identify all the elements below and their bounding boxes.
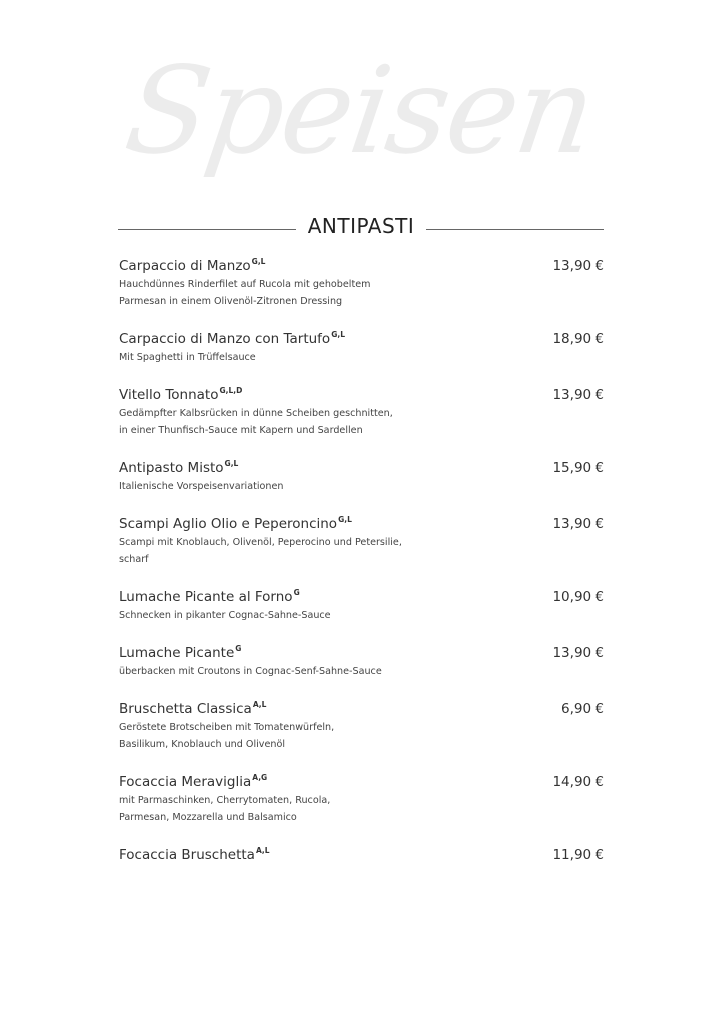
item-price: 6,90 € [561, 701, 604, 717]
menu-item [119, 768, 604, 826]
menu-item [119, 639, 604, 680]
item-price: 13,90 € [552, 258, 604, 274]
item-description-line: Basilikum, Knoblauch und Olivenöl [119, 739, 285, 750]
menu-item [119, 583, 604, 624]
item-price: 15,90 € [552, 460, 604, 476]
menu-item [119, 454, 604, 495]
item-name-wrap [119, 583, 300, 607]
item-name-wrap [119, 695, 266, 719]
item-name-wrap [119, 510, 352, 534]
item-description-line: scharf [119, 554, 149, 565]
item-allergens: G,L [338, 515, 352, 524]
item-allergens: G,L [331, 330, 345, 339]
speisen-watermark: Speisen [117, 42, 602, 181]
item-description-line: Hauchdünnes Rinderfilet auf Rucola mit gehobeltem [119, 279, 371, 290]
section-title: ANTIPASTI [307, 214, 415, 238]
menu-item [119, 695, 604, 753]
item-name: Vitello Tonnato [119, 387, 219, 403]
menu-item [119, 252, 604, 310]
item-price: 18,90 € [552, 331, 604, 347]
item-price: 10,90 € [552, 589, 604, 605]
item-allergens: A,L [252, 700, 267, 709]
section-header [118, 211, 604, 241]
item-name: Carpaccio di Manzo con Tartufo [119, 331, 331, 347]
item-allergens: G,L,D [219, 386, 243, 395]
left-divider [118, 229, 296, 230]
item-description-line: Scampi mit Knoblauch, Olivenöl, Peperocino und Petersilie, [119, 537, 402, 548]
item-name: Focaccia Meraviglia [119, 774, 252, 790]
item-allergens: A,L [255, 846, 270, 855]
item-allergens: A,G [252, 773, 268, 782]
item-price: 11,90 € [552, 847, 604, 863]
item-name: Bruschetta Classica [119, 701, 252, 717]
item-price: 13,90 € [552, 387, 604, 403]
menu-item [119, 381, 604, 439]
item-name-wrap [119, 381, 242, 405]
menu-item [119, 510, 604, 568]
item-name-wrap [119, 639, 241, 663]
item-name-wrap [119, 252, 265, 276]
item-name: Lumache Picante al Forno [119, 589, 293, 605]
item-name-wrap [119, 768, 267, 792]
item-name: Focaccia Bruschetta [119, 847, 255, 863]
item-description-line: Gedämpfter Kalbsrücken in dünne Scheiben geschnitten, [119, 408, 393, 419]
item-name: Scampi Aglio Olio e Peperoncino [119, 516, 338, 532]
item-description-line: Italienische Vorspeisenvariationen [119, 481, 284, 492]
item-allergens: G,L [224, 459, 239, 468]
item-name-wrap [119, 841, 270, 865]
menu-list [119, 252, 604, 880]
item-allergens: G [293, 588, 300, 597]
item-name: Lumache Picante [119, 645, 235, 661]
item-name: Antipasto Misto [119, 460, 224, 476]
item-name-wrap [119, 325, 345, 349]
menu-item [119, 325, 604, 366]
item-description-line: Schnecken in pikanter Cognac-Sahne-Sauce [119, 610, 331, 621]
item-name-wrap [119, 454, 238, 478]
right-divider [426, 229, 604, 230]
item-price: 13,90 € [552, 645, 604, 661]
item-description-line: überbacken mit Croutons in Cognac-Senf-Sahne-Sauce [119, 666, 382, 677]
item-allergens: G,L [251, 257, 266, 266]
item-description-line: in einer Thunfisch-Sauce mit Kapern und Sardellen [119, 425, 363, 436]
item-allergens: G [235, 644, 242, 653]
item-name: Carpaccio di Manzo [119, 258, 251, 274]
item-price: 13,90 € [552, 516, 604, 532]
item-description-line: mit Parmaschinken, Cherrytomaten, Rucola, [119, 795, 331, 806]
item-description-line: Mit Spaghetti in Trüffelsauce [119, 352, 256, 363]
item-description-line: Geröstete Brotscheiben mit Tomatenwürfeln, [119, 722, 335, 733]
menu-item [119, 841, 604, 865]
item-price: 14,90 € [552, 774, 604, 790]
item-description-line: Parmesan, Mozzarella und Balsamico [119, 812, 297, 823]
item-description-line: Parmesan in einem Olivenöl-Zitronen Dressing [119, 296, 343, 307]
